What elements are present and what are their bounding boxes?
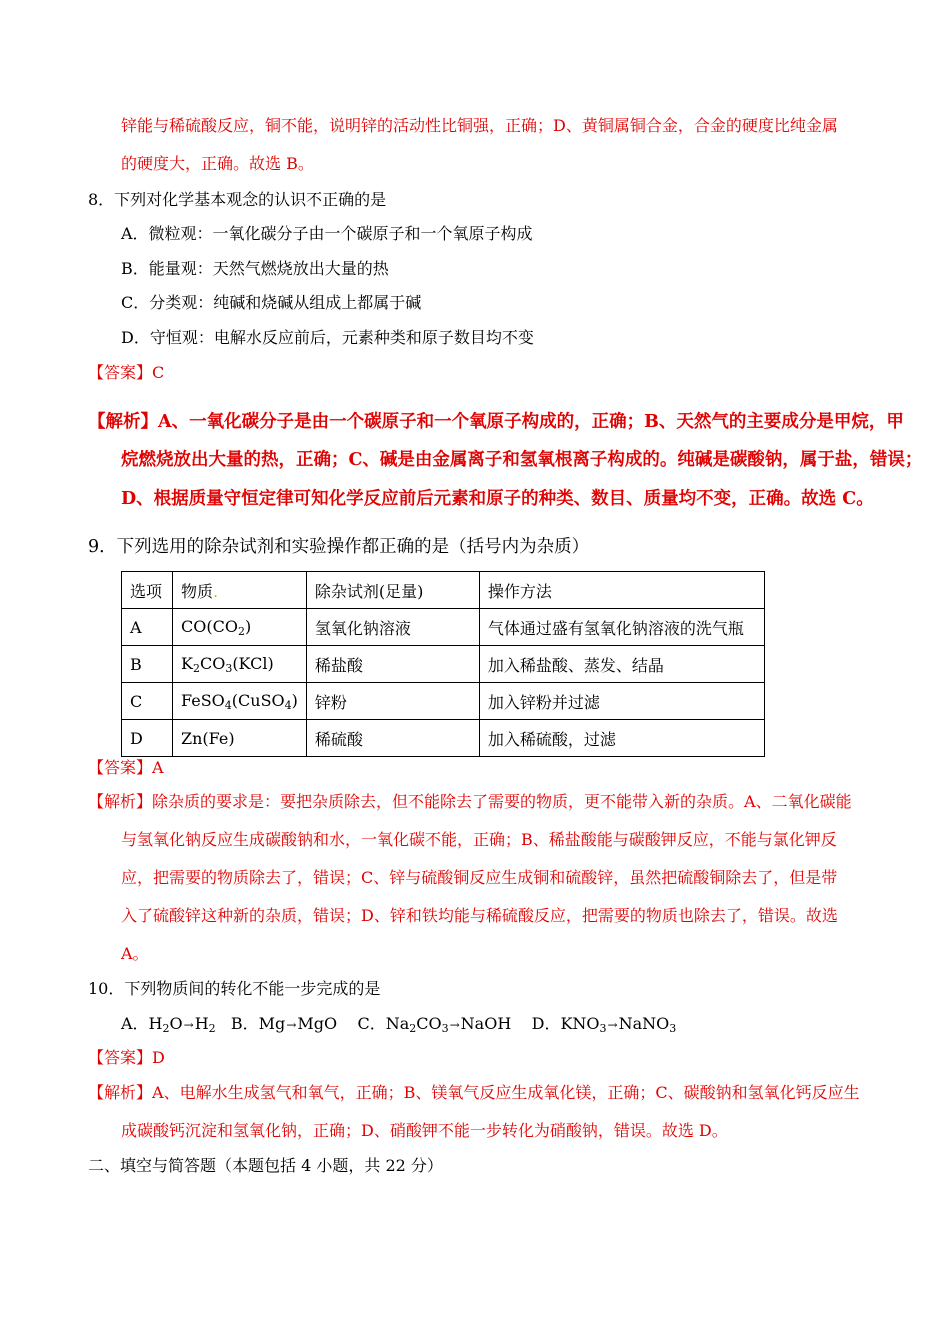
question-9-analysis-line4: 入了硫酸锌这种新的杂质，错误；D、锌和铁均能与稀硫酸反应，把需要的物质也除去了，错误。故选 bbox=[121, 906, 838, 925]
cell-method: 加入锌粉并过滤 bbox=[479, 683, 764, 720]
question-10-options: A．$H_2O\to H_2$ B．Mg→MgO C．$Na_2CO_3\to NaOH$ D．$KNO_3\to NaNO_3$ bbox=[121, 1014, 677, 1035]
question-8-stem: 8．下列对化学基本观念的认识不正确的是 bbox=[88, 190, 387, 209]
table-row bbox=[122, 683, 765, 720]
question-9-answer: 【答案】A bbox=[88, 758, 164, 777]
prev-analysis-line2: 的硬度大，正确。故选 B。 bbox=[121, 154, 314, 173]
question-8-analysis-line3: D、根据质量守恒定律可知化学反应前后元素和原子的种类、数目、质量均不变，正确。故选 C。 bbox=[121, 489, 874, 509]
header-substance: 物质. bbox=[173, 572, 307, 609]
cell-substance: $K_2CO_3(KCl)$ bbox=[173, 646, 307, 683]
cell-reagent: 稀硫酸 bbox=[306, 720, 479, 757]
cell-substance: Zn(Fe) bbox=[173, 720, 307, 757]
question-8-option-a: A．微粒观：一氧化碳分子由一个碳原子和一个氧原子构成 bbox=[121, 224, 533, 243]
question-9-analysis-line2: 与氢氧化钠反应生成碳酸钠和水，一氧化碳不能，正确；B、稀盐酸能与碳酸钾反应，不能与氯化钾反 bbox=[121, 830, 837, 849]
question-10-stem: 10．下列物质间的转化不能一步完成的是 bbox=[88, 979, 381, 998]
question-8-analysis-line2: 烷燃烧放出大量的热，正确；C、碱是由金属离子和氢氧根离子构成的。纯碱是碳酸钠，属于盐，错误； bbox=[121, 450, 923, 470]
cell-option: B bbox=[122, 646, 173, 683]
header-method: 操作方法 bbox=[479, 572, 764, 609]
cell-reagent: 氢氧化钠溶液 bbox=[306, 609, 479, 646]
cell-option: A bbox=[122, 609, 173, 646]
question-9-analysis-line5: A。 bbox=[121, 944, 149, 963]
analysis-tag: 【解析】 bbox=[88, 1083, 153, 1102]
analysis-text: A、一氧化碳分子是由一个碳原子和一个氧原子构成的，正确；B、天然气的主要成分是甲烷，甲 bbox=[158, 412, 904, 432]
cell-substance: $CO(CO_2)$ bbox=[173, 609, 307, 646]
cell-method: 气体通过盛有氢氧化钠溶液的洗气瓶 bbox=[479, 609, 764, 646]
table-header-row bbox=[122, 572, 765, 609]
cell-substance: FeSO$_4$(CuSO$_4$) bbox=[173, 683, 307, 720]
section-2-heading: 二、填空与简答题（本题包括 4 小题，共 22 分） bbox=[88, 1156, 443, 1175]
analysis-text: 除杂质的要求是：要把杂质除去，但不能除去了需要的物质，更不能带入新的杂质。A、二氧化碳能 bbox=[152, 792, 852, 811]
table-row bbox=[122, 646, 765, 683]
question-9-stem: 9．下列选用的除杂试剂和实验操作都正确的是（括号内为杂质） bbox=[88, 537, 590, 557]
question-10-answer: 【答案】D bbox=[88, 1048, 165, 1067]
prev-analysis-line1: 锌能与稀硫酸反应，铜不能，说明锌的活动性比铜强，正确；D、黄铜属铜合金，合金的硬度比纯金属 bbox=[121, 116, 838, 135]
question-10-analysis-line1 bbox=[88, 1082, 860, 1104]
question-8-analysis-line1 bbox=[88, 411, 904, 433]
cell-reagent: 锌粉 bbox=[306, 683, 479, 720]
cell-reagent: 稀盐酸 bbox=[306, 646, 479, 683]
question-9-table bbox=[121, 571, 765, 757]
cell-option: C bbox=[122, 683, 173, 720]
analysis-text: A、电解水生成氢气和氧气，正确；B、镁氧气反应生成氧化镁，正确；C、碳酸钠和氢氧化钙反应生 bbox=[152, 1083, 860, 1102]
analysis-tag: 【解析】 bbox=[88, 792, 153, 811]
yellow-dot-mark: . bbox=[213, 581, 219, 601]
cell-option: D bbox=[122, 720, 173, 757]
cell-method: 加入稀硫酸，过滤 bbox=[479, 720, 764, 757]
question-8-option-b: B．能量观：天然气燃烧放出大量的热 bbox=[121, 259, 389, 278]
analysis-tag: 【解析】 bbox=[88, 412, 158, 432]
question-9-analysis-line1 bbox=[88, 791, 852, 813]
question-8-option-d: D．守恒观：电解水反应前后，元素种类和原子数目均不变 bbox=[121, 328, 534, 347]
question-8-option-c: C．分类观：纯碱和烧碱从组成上都属于碱 bbox=[121, 293, 422, 312]
header-option: 选项 bbox=[122, 572, 173, 609]
cell-method: 加入稀盐酸、蒸发、结晶 bbox=[479, 646, 764, 683]
question-9-analysis-line3: 应，把需要的物质除去了，错误；C、锌与硫酸铜反应生成铜和硫酸锌，虽然把硫酸铜除去了，但是带 bbox=[121, 868, 838, 887]
table-row bbox=[122, 609, 765, 646]
question-8-answer: 【答案】C bbox=[88, 363, 165, 382]
question-10-analysis-line2: 成碳酸钙沉淀和氢氧化钠，正确；D、硝酸钾不能一步转化为硝酸钠，错误。故选 D。 bbox=[121, 1121, 728, 1140]
table-row bbox=[122, 720, 765, 757]
header-reagent: 除杂试剂(足量) bbox=[306, 572, 479, 609]
